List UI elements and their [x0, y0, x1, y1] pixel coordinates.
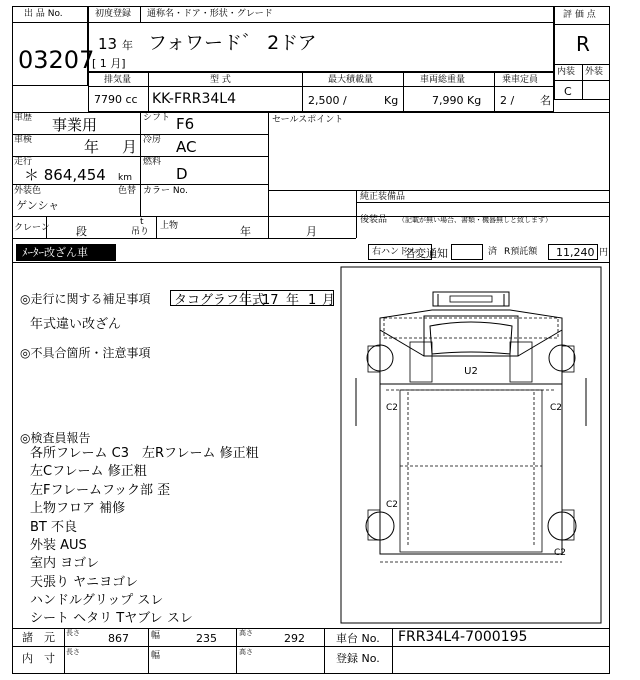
- history-label: 車歴: [14, 113, 33, 123]
- damage-mark: C2: [550, 403, 563, 413]
- gross-weight: 7,990 Kg: [432, 94, 482, 107]
- ac: AC: [176, 138, 197, 156]
- interior-grade-label: 内装: [557, 67, 576, 77]
- inspection-month: 月: [122, 138, 138, 156]
- mileage: ＊ 864,454: [24, 166, 106, 184]
- history: 事業用: [52, 116, 98, 134]
- color-change-label: 色替: [118, 186, 137, 196]
- inspector-item: 天張り ヤニヨゴレ: [30, 575, 139, 590]
- capacity-unit: 名: [540, 94, 551, 107]
- grade-label: 評 価 点: [563, 10, 596, 20]
- recycle-label: 済: [488, 247, 498, 257]
- capacity: 2 /: [500, 94, 515, 107]
- inspector-item: シート ヘタリ Tヤブレ スレ: [30, 611, 193, 626]
- interior-dims-label: 内 寸: [22, 652, 55, 665]
- chassis-label: 車台 No.: [336, 632, 380, 645]
- inspector-title: ◎検査員報告: [20, 431, 91, 445]
- tacho-month-unit: 月: [322, 293, 336, 308]
- color-label: 外装色: [14, 186, 42, 196]
- width: 235: [196, 632, 217, 645]
- interior-height-label: 高さ: [239, 648, 253, 656]
- max-load-unit: Kg: [384, 94, 399, 107]
- tacho-label: タコグラフ年式: [174, 293, 266, 308]
- length-label: 長さ: [66, 629, 80, 637]
- damage-mark: U2: [464, 366, 478, 377]
- first-reg-month: [ 1 月]: [92, 57, 126, 70]
- crane-ton: t: [140, 217, 144, 227]
- inspector-item: 各所フレーム C3 左Rフレーム 修正粗: [30, 446, 259, 461]
- inspector-item: 左Cフレーム 修正粗: [30, 464, 147, 479]
- std-equipment-label: 純正装備品: [360, 192, 406, 202]
- crane-hoist: 吊り: [131, 227, 150, 237]
- name-change-label: 名変通知: [404, 247, 448, 260]
- sales-point-label: セールスポイント: [272, 115, 344, 125]
- ac-label: 冷房: [143, 135, 162, 145]
- lot-no-label: 出 品 No.: [24, 9, 63, 19]
- width-label: 幅: [151, 631, 161, 641]
- height-label: 高さ: [239, 629, 253, 637]
- tacho-year-unit: 年: [286, 293, 300, 308]
- aftermarket-note: （記載が無い場合、書類・機器無しと致します）: [398, 216, 552, 224]
- interior-length-label: 長さ: [66, 648, 80, 656]
- damage-mark: C2: [554, 548, 567, 558]
- height: 292: [284, 632, 305, 645]
- deck-month: 月: [306, 225, 317, 238]
- fuel: D: [176, 165, 188, 183]
- tacho-year: 17: [262, 293, 279, 308]
- inspection-label: 車検: [14, 135, 33, 145]
- deck-year: 年: [240, 225, 251, 238]
- exterior-grade-label: 外装: [585, 67, 604, 77]
- mileage-note-title: ◎走行に関する補足事項: [20, 292, 151, 306]
- inspection-year: 年: [84, 138, 100, 156]
- grade-value: R: [576, 32, 590, 56]
- color: ゲンシャ: [16, 199, 60, 212]
- recycle-unit: 円: [599, 248, 609, 258]
- steering: 右ハンドル: [372, 247, 418, 257]
- inspector-item: 室内 ヨゴレ: [30, 556, 100, 571]
- mileage-label: 走行: [14, 157, 33, 167]
- inspector-item: BT 不良: [30, 520, 77, 535]
- recycle-deposit-label: R預託額: [504, 247, 538, 257]
- defects-title: ◎不具合箇所・注意事項: [20, 346, 151, 360]
- inspector-item: 外装 AUS: [30, 538, 87, 553]
- tampered-meter-badge: ﾒｰﾀｰ改ざん車: [16, 244, 116, 261]
- first-reg-year-unit: 年: [122, 39, 133, 52]
- damage-mark: C2: [386, 500, 399, 510]
- first-reg-year: 13: [98, 35, 118, 53]
- dims-label: 諸 元: [22, 631, 55, 644]
- crane-stage: 段: [76, 225, 87, 238]
- first-reg-label: 初度登録: [95, 9, 132, 19]
- crane-label: クレーン: [14, 223, 50, 233]
- inspector-item: 左Fフレームフック部 歪: [30, 483, 171, 498]
- fuel-label: 燃料: [143, 157, 162, 167]
- capacity-label: 乗車定員: [502, 75, 539, 85]
- interior-grade: C: [564, 85, 572, 98]
- reg-label: 登録 No.: [336, 652, 380, 665]
- model-label: 通称名・ドア・形状・グレード: [147, 9, 273, 19]
- shift-label: シフト: [143, 113, 171, 123]
- gross-weight-label: 車両総重量: [420, 75, 466, 85]
- inspector-item: ハンドルグリップ スレ: [30, 593, 164, 608]
- max-load-label: 最大積載量: [328, 75, 374, 85]
- damage-mark: C2: [386, 403, 399, 413]
- aftermarket-label: 後装品: [360, 215, 388, 225]
- mileage-note: 年式違い改ざん: [30, 317, 122, 332]
- name-change-box: [451, 244, 483, 260]
- car-name: フォワード゛ 2ドア: [148, 32, 317, 54]
- chassis-no: FRR34L4-7000195: [398, 629, 528, 645]
- color-no-label: カラー No.: [143, 186, 188, 196]
- tacho-month: 1: [308, 293, 317, 308]
- length: 867: [108, 632, 129, 645]
- type-label: 型 式: [210, 75, 231, 85]
- shift: F6: [176, 115, 195, 133]
- max-load: 2,500 /: [308, 94, 347, 107]
- interior-width-label: 幅: [151, 651, 161, 661]
- recycle-deposit: 11,240: [556, 246, 595, 259]
- mileage-unit: km: [118, 173, 132, 183]
- inspector-item: 上物フロア 補修: [30, 501, 126, 516]
- model-code: KK-FRR34L4: [152, 91, 236, 107]
- displacement: 7790 cc: [94, 93, 138, 106]
- displacement-label: 排気量: [104, 75, 132, 85]
- lot-no: 03207: [18, 46, 95, 74]
- truck-damage-diagram: [340, 266, 602, 624]
- deck-label: 上物: [160, 221, 179, 231]
